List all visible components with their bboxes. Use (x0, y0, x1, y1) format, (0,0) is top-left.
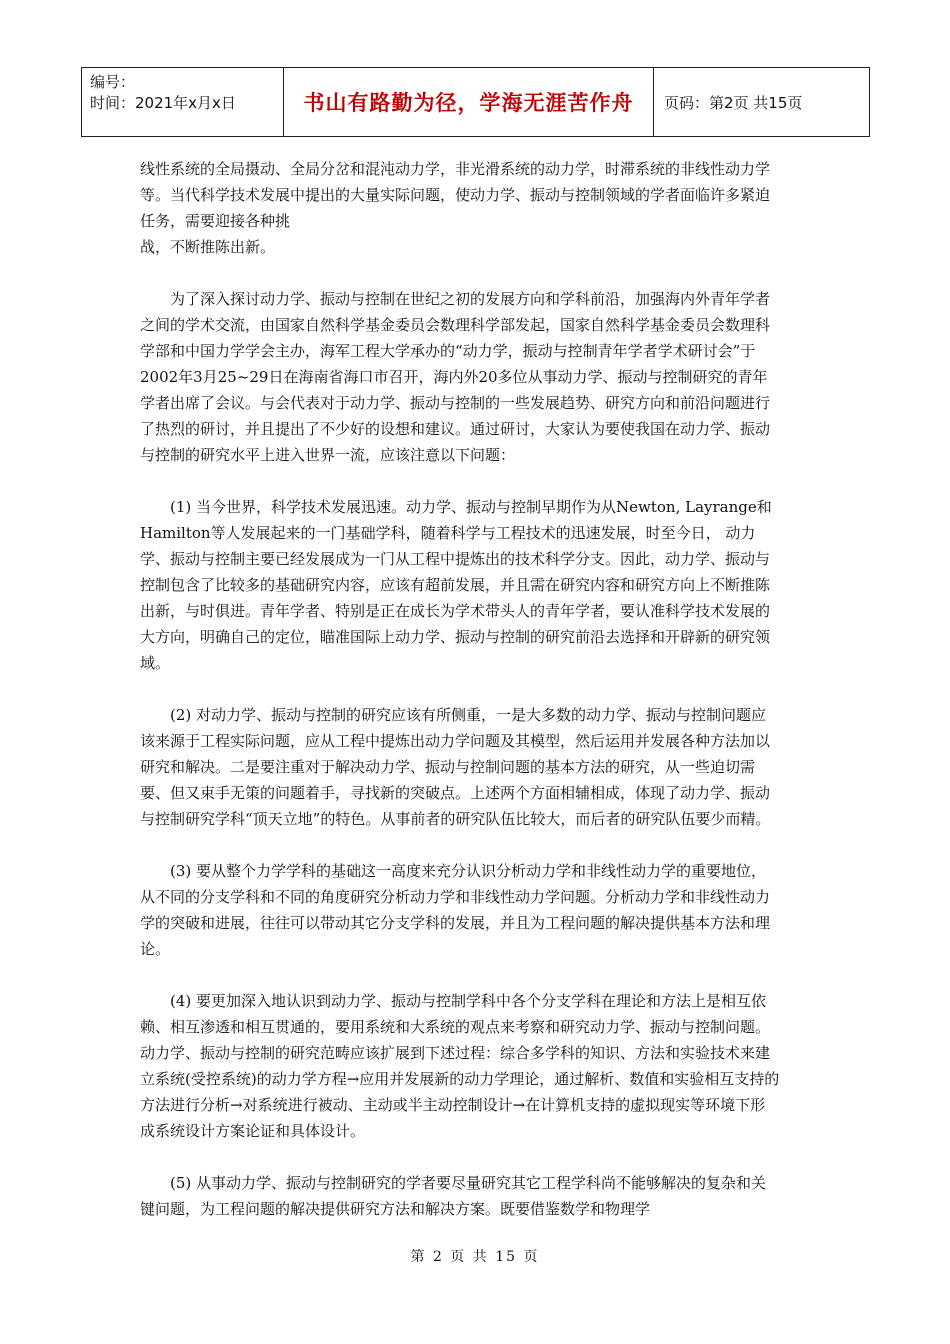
paragraph-point-5: (5) 从事动力学、振动与控制研究的学者要尽量研究其它工程学科尚不能够解决的复杂和关键问题，为工程问题的解决提供研究方法和解决方案。既要借鉴数学和物理学 (140, 1174, 767, 1218)
page-header (81, 67, 870, 137)
paragraph-point-4: (4) 要更加深入地认识到动力学、振动与控制学科中各个分支学科在理论和方法上是相互依赖、相互渗透和相互贯通的，要用系统和大系统的观点来考察和研究动力学、振动与控制问题。动力学、振动与控制的研究范畴应该扩展到下述过程：综合多学科的知识、方法和实验技术来建立系统(受控系统)的动力学方程→应用并发展新的动力学理论，通过解析、数值和实验相互支持的方法进行分析→对系统进行被动、主动或半主动控制设计→在计算机支持的虚拟现实等环境下形成系统设计方案论证和具体设计。 (140, 992, 780, 1140)
paragraph-continued: 线性系统的全局摄动、全局分岔和混沌动力学，非光滑系统的动力学，时滞系统的非线性动力学等。当代科学技术发展中提出的大量实际问题，使动力学、振动与控制领域的学者面临许多紧迫任务，需要迎接各种挑 (140, 160, 771, 230)
header-page-info: 页码：第2页 共15页 (664, 93, 803, 112)
paragraph-point-2: (2) 对动力学、振动与控制的研究应该有所侧重，一是大多数的动力学、振动与控制问题应该来源于工程实际问题，应从工程中提炼出动力学问题及其模型，然后运用并发展各种方法加以研究和解决。二是要注重对于解决动力学、振动与控制问题的基本方法的研究，从一些迫切需要、但又束手无策的问题着手，寻找新的突破点。上述两个方面相辅相成，体现了动力学、振动与控制研究学科“顶天立地”的特色。从事前者的研究队伍比较大，而后者的研究队伍要少而精。 (140, 706, 771, 828)
paragraph-continued-end: 战，不断推陈出新。 (140, 238, 276, 256)
document-date: 时间：2021年x月x日 (90, 94, 236, 112)
document-number-label: 编号： (90, 73, 136, 91)
page-footer: 第 2 页 共 15 页 (410, 1249, 540, 1265)
paragraph-intro: 为了深入探讨动力学、振动与控制在世纪之初的发展方向和学科前沿，加强海内外青年学者之间的学术交流，由国家自然科学基金委员会数理科学部发起，国家自然科学基金委员会数理科学部和中国力学学会主办，海军工程大学承办的“动力学，振动与控制青年学者学术研讨会”于2002年3月25~29日在海南省海口市召开，海内外20多位从事动力学、振动与控制研究的青年学者出席了会议。与会代表对于动力学、振动与控制的一些发展趋势、研究方向和前沿问题进行了热烈的研讨，并且提出了不少好的设想和建议。通过研讨，大家认为要使我国在动力学、振动与控制的研究水平上进入世界一流，应该注意以下问题： (140, 290, 771, 464)
header-meta (82, 68, 284, 136)
header-motto: 书山有路勤为径，学海无涯苦作舟 (284, 68, 654, 136)
paragraph-point-1: (1) 当今世界，科学技术发展迅速。动力学、振动与控制早期作为从Newton, Layrange和Hamilton等人发展起来的一门基础学科，随着科学与工程技术的迅速发展，时至今日， 动力学、振动与控制主要已经发展成为一门从工程中提炼出的技术科学分支。因此，动力学、振动与控制包含了比较多的基础研究内容，应该有超前发展，并且需在研究内容和研究方向上不断推陈出新，与时俱进。青年学者、特别是正在成长为学术带头人的青年学者，要认准科学技术发展的大方向，明确自己的定位，瞄准国际上动力学、振动与控制的研究前沿去选择和开辟新的研究领域。 (140, 498, 772, 672)
document-body (140, 156, 780, 1222)
paragraph-point-3: (3) 要从整个力学学科的基础这一高度来充分认识分析动力学和非线性动力学的重要地位，从不同的分支学科和不同的角度研究分析动力学和非线性动力学问题。分析动力学和非线性动力学的突破和进展，往往可以带动其它分支学科的发展，并且为工程问题的解决提供基本方法和理论。 (140, 862, 771, 958)
